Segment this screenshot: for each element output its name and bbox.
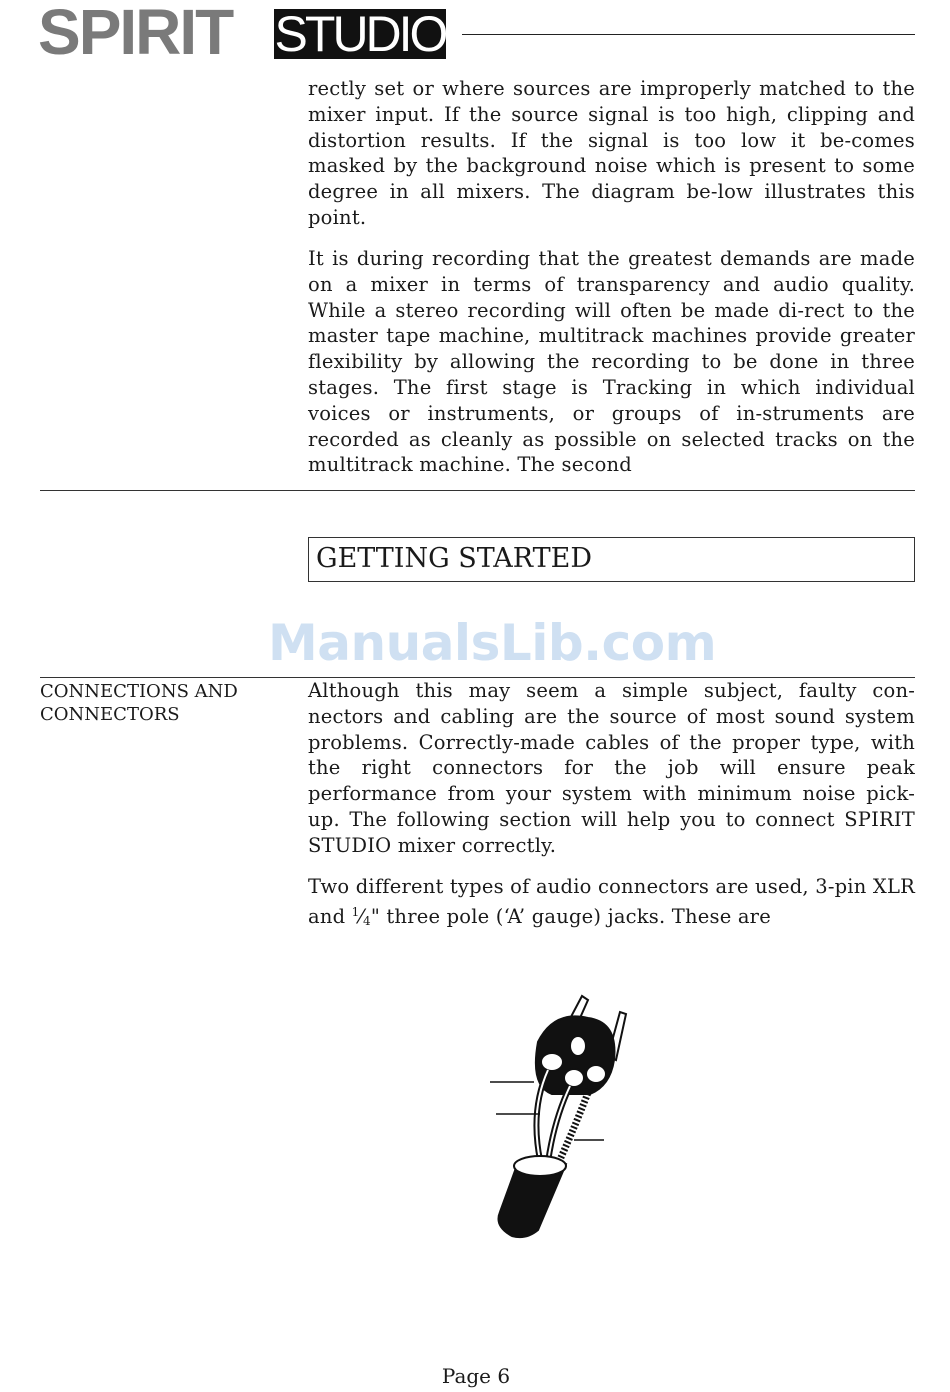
fraction-numerator: 1 bbox=[351, 904, 360, 919]
brand-logo-studio: STUDIO bbox=[274, 6, 446, 62]
paragraph-4-start: Two different types of audio connectors are used, 3-pin XLR and bbox=[308, 875, 915, 928]
section-divider bbox=[40, 490, 915, 491]
brand-logo-spirit: SPIRIT bbox=[38, 0, 233, 68]
side-heading bbox=[40, 680, 280, 726]
watermark: ManualsLib.com bbox=[268, 614, 717, 672]
body-paragraph-3: Although this may seem a simple subject, faulty con-nectors and cabling are the source of most sound system problems. Correctly-made cables of the proper type, with the right connectors for the job will ensure peak performance from your system with minimum noise pick-up. The following section will help you to connect SPIRIT STUDIO mixer correctly. bbox=[308, 679, 915, 857]
side-heading-line-2: CONNECTORS bbox=[40, 704, 180, 725]
section-title: GETTING STARTED bbox=[316, 543, 592, 574]
xlr-connector-illustration bbox=[478, 990, 638, 1245]
body-paragraph-1: rectly set or where sources are improperly matched to the mixer input. If the source signal is too high, clipping and distortion results. If the signal is too low it be-comes masked by the background noise which is present to some degree in all mixers. The diagram be-low illustrates this point. bbox=[308, 77, 915, 229]
paragraph-4-end: " three pole (‘A’ gauge) jacks. These are bbox=[370, 904, 771, 928]
xlr-connector-drawing bbox=[490, 996, 626, 1237]
body-paragraph-2: It is during recording that the greatest demands are made on a mixer in terms of transparency and audio quality. While a stereo recording will often be made di-rect to the master tape machine, multitrack machines provide greater flexibility by allowing the recording to be done in three stages. The first stage is Tracking in which individual voices or instruments, or groups of in-struments are recorded as cleanly as possible on selected tracks on the multitrack machine. The second bbox=[308, 247, 915, 477]
header-divider bbox=[462, 34, 915, 35]
body-paragraph-4: Two different types of audio connectors are used, 3-pin XLR and $^1⁄_4$" three pole (‘A’ gauge) jacks. These are bbox=[308, 875, 915, 928]
side-heading-line-1: CONNECTIONS AND bbox=[40, 681, 238, 702]
page-number: Page 6 bbox=[441, 1364, 511, 1388]
section-title-box bbox=[308, 537, 915, 582]
fraction-denominator: 4 bbox=[362, 913, 371, 928]
